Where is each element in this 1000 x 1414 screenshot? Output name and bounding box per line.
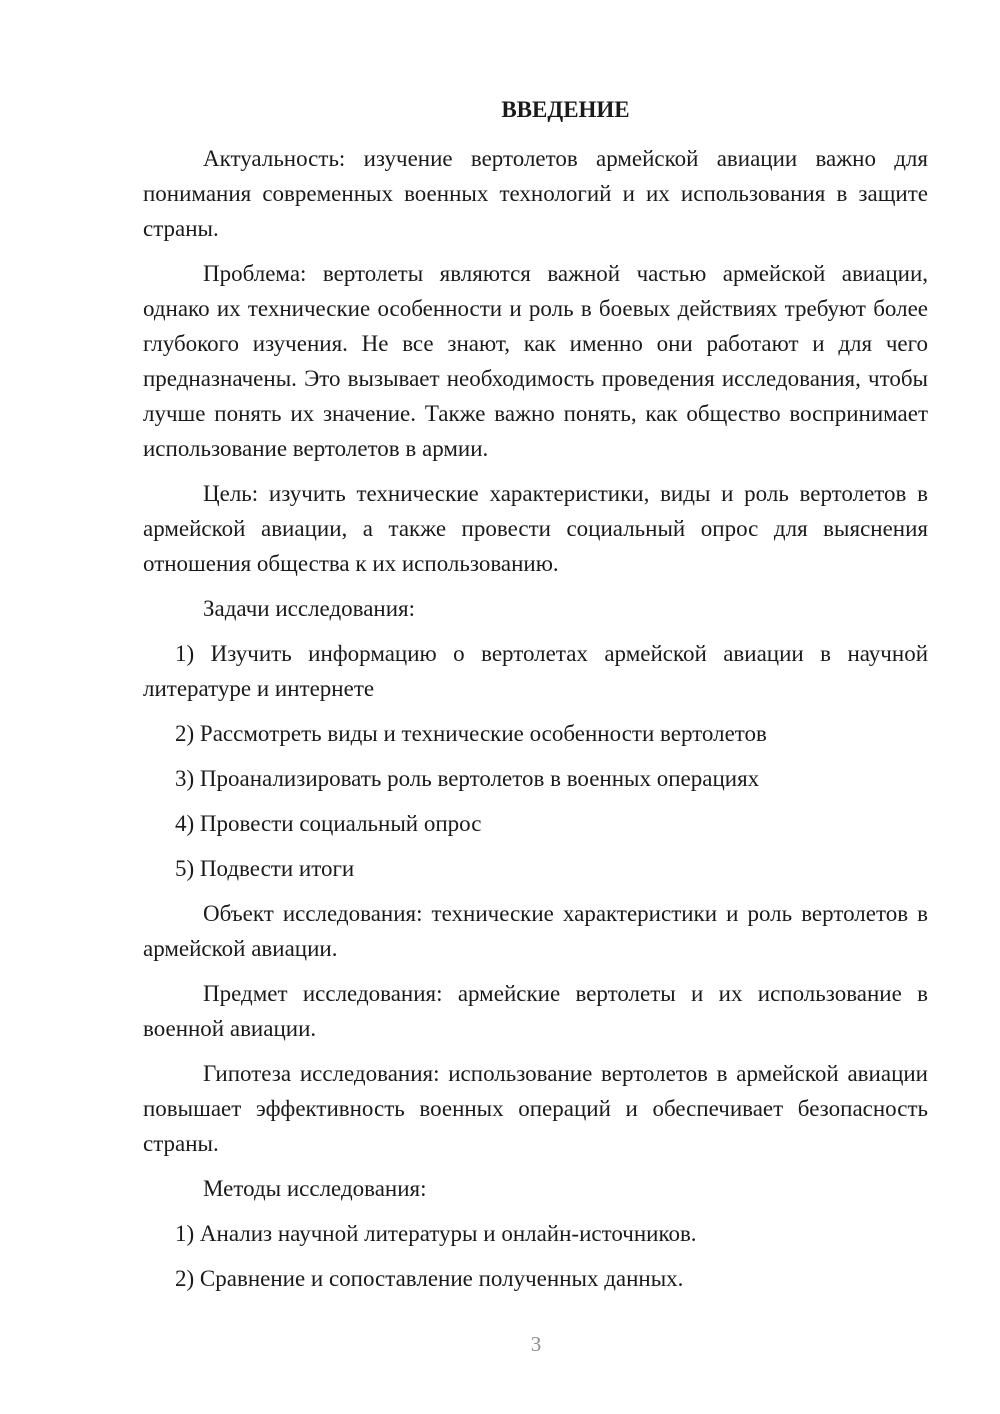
paragraph-hypothesis: Гипотеза исследования: использование вертолетов в армейской авиации повышает эффективность военных операций и обеспечивает безопасность страны. [143, 1061, 928, 1156]
page-number: 3 [530, 1332, 542, 1356]
task-item-5: 5) Подвести итоги [175, 856, 355, 881]
method-item-1: 1) Анализ научной литературы и онлайн-источников. [175, 1221, 697, 1246]
task-item-1: 1) Изучить информацию о вертолетах армейской авиации в научной литературе и интернете [143, 641, 928, 701]
task-item-4: 4) Провести социальный опрос [175, 811, 482, 836]
paragraph-methods-title: Методы исследования: [203, 1176, 427, 1201]
paragraph-goal: Цель: изучить технические характеристики, виды и роль вертолетов в армейской авиации, а также провести социальный опрос для выяснения отношения общества к их использованию. [143, 481, 928, 576]
method-item-2: 2) Сравнение и сопоставление полученных данных. [175, 1266, 684, 1291]
page-content [143, 92, 928, 1306]
paragraph-problem: Проблема: вертолеты являются важной частью армейской авиации, однако их технические особенности и роль в боевых действиях требуют более глубокого изучения. Не все знают, как именно они работают и для чего предназначены. Это вызывает необходимость проведения исследования, чтобы лучше понять их значение. Также важно понять, как общество воспринимает использование вертолетов в армии. [143, 261, 928, 461]
task-item-3: 3) Проанализировать роль вертолетов в военных операциях [175, 766, 760, 791]
paragraph-subject: Предмет исследования: армейские вертолеты и их использование в военной авиации. [143, 981, 928, 1041]
paragraph-relevance: Актуальность: изучение вертолетов армейской авиации важно для понимания современных военных технологий и их использования в защите страны. [143, 146, 928, 241]
task-item-2: 2) Рассмотреть виды и технические особенности вертолетов [175, 721, 767, 746]
section-heading: ВВЕДЕНИЕ [501, 97, 630, 122]
paragraph-tasks-title: Задачи исследования: [203, 596, 416, 621]
paragraph-object: Объект исследования: технические характеристики и роль вертолетов в армейской авиации. [143, 901, 928, 961]
